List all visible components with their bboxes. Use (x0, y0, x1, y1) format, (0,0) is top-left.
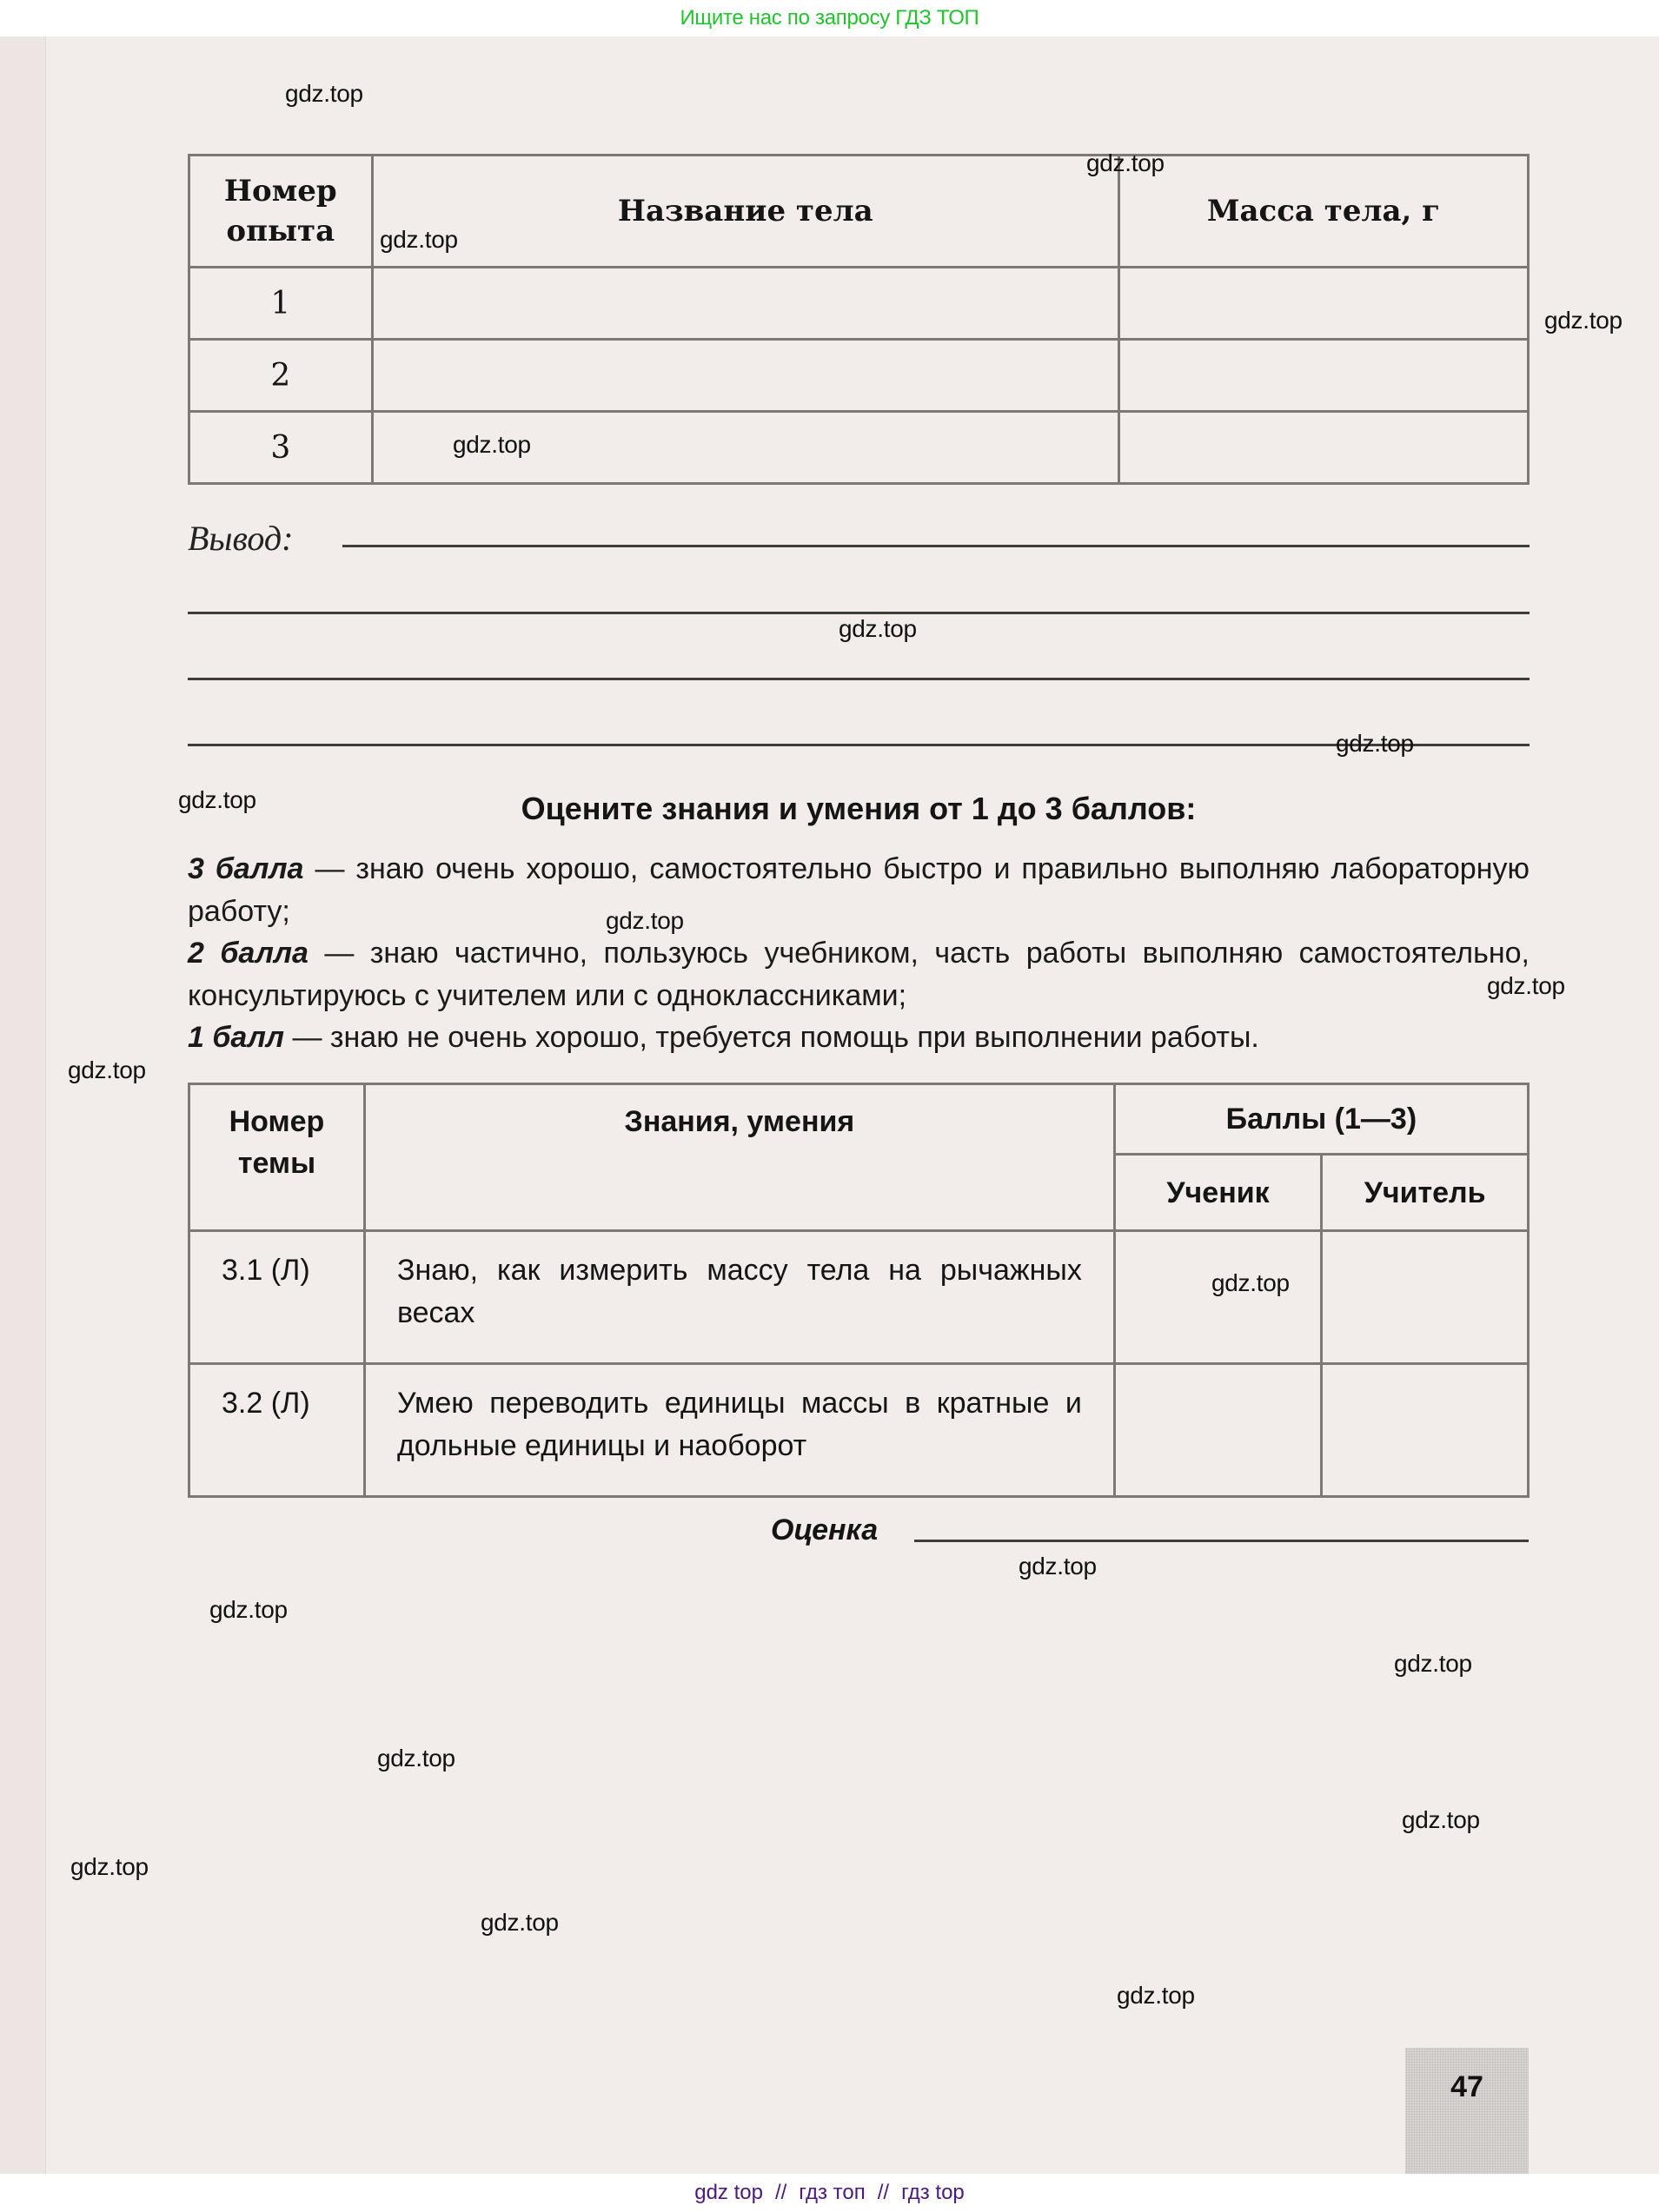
footer-separator: // (877, 2181, 890, 2204)
criterion-score: 2 балла (188, 937, 309, 970)
table-header-row (189, 156, 1529, 268)
watermark: gdz.top (68, 1056, 146, 1083)
body-name-cell[interactable] (372, 340, 1118, 412)
footer-separator: // (774, 2181, 787, 2204)
experiment-number: 2 (189, 340, 373, 412)
watermark: gdz.top (70, 1853, 149, 1880)
criterion-3 (188, 848, 1530, 932)
skill-description: Знаю, как измерить массу тела на рычажных весах (364, 1231, 1114, 1364)
conclusion-line-3[interactable] (188, 678, 1530, 680)
student-score-cell[interactable] (1114, 1231, 1321, 1364)
skills-table (188, 1083, 1530, 1498)
header-student: Ученик (1114, 1155, 1321, 1231)
table-row (189, 340, 1529, 412)
assessment-title: Оцените знания и умения от 1 до 3 баллов: (521, 791, 1197, 826)
table-header-row (189, 1084, 1529, 1155)
grade-label: Оценка (771, 1513, 879, 1546)
watermark: gdz.top (1019, 1553, 1097, 1580)
page-binding-edge (0, 36, 46, 2174)
skill-description: Умею переводить единицы массы в кратные и дольные единицы и наоборот (364, 1364, 1114, 1497)
criterion-score: 3 балла (188, 852, 304, 885)
table-row (189, 268, 1529, 340)
body-mass-cell[interactable] (1118, 340, 1528, 412)
assessment-criteria (188, 848, 1530, 1059)
header-scores: Баллы (1—3) (1114, 1084, 1528, 1155)
table-row (189, 412, 1529, 484)
topic-number: 3.1 (Л) (189, 1231, 365, 1364)
search-hint-link[interactable]: Ищите нас по запросу ГДЗ ТОП (680, 6, 979, 30)
body-name-cell[interactable] (372, 268, 1118, 340)
page-number: 47 (1450, 2070, 1483, 2103)
teacher-score-cell[interactable] (1322, 1231, 1529, 1364)
student-score-cell[interactable] (1114, 1364, 1321, 1497)
watermark: gdz.top (606, 907, 684, 934)
header-experiment-number: Номер опыта (189, 156, 373, 268)
watermark: gdz.top (1394, 1650, 1472, 1677)
conclusion-line-2[interactable] (188, 612, 1530, 614)
watermark: gdz.top (178, 786, 256, 813)
watermark: gdz.top (209, 1596, 288, 1623)
criterion-score: 1 балл (188, 1021, 285, 1054)
watermark: gdz.top (1402, 1806, 1480, 1833)
body-mass-cell[interactable] (1118, 268, 1528, 340)
criterion-1 (188, 1017, 1530, 1059)
watermark: gdz.top (1086, 149, 1165, 176)
teacher-score-cell[interactable] (1322, 1364, 1529, 1497)
conclusion-line-1[interactable] (342, 545, 1530, 547)
header-skills: Знания, умения (364, 1084, 1114, 1231)
criterion-text: — знаю не очень хорошо, требуется помощь при выполнении работы. (292, 1021, 1259, 1054)
bottom-banner (0, 2174, 1659, 2212)
watermark: gdz.top (453, 431, 531, 458)
top-banner (0, 0, 1659, 36)
grade-line[interactable] (914, 1540, 1529, 1542)
table-row (189, 1364, 1529, 1497)
header-body-mass: Масса тела, г (1118, 156, 1528, 268)
criterion-text: — знаю частично, пользуюсь учебником, часть работы выполняю самостоятельно, консультируюсь с учителем или с одноклассниками; (188, 937, 1530, 1012)
table-row (189, 1231, 1529, 1364)
body-name-cell[interactable] (372, 412, 1118, 484)
watermark: gdz.top (1211, 1269, 1290, 1296)
conclusion-line-4[interactable] (188, 744, 1530, 746)
watermark: gdz.top (839, 615, 917, 642)
topic-number: 3.2 (Л) (189, 1364, 365, 1497)
footer-link-gdz-top-ru[interactable]: гдз топ (799, 2181, 866, 2204)
experiment-number: 1 (189, 268, 373, 340)
footer-link-gdz-top[interactable]: gdz top (694, 2181, 763, 2204)
watermark: gdz.top (285, 80, 363, 107)
header-body-name: Название тела (372, 156, 1118, 268)
watermark: gdz.top (1487, 972, 1565, 999)
conclusion-label: Вывод: (188, 519, 294, 558)
experiment-number: 3 (189, 412, 373, 484)
footer-link-gdz-top-mixed[interactable]: гдз top (901, 2181, 965, 2204)
watermark: gdz.top (1117, 1982, 1195, 2009)
experiment-table (188, 154, 1530, 485)
header-topic-number: Номер темы (189, 1084, 365, 1231)
watermark: gdz.top (1544, 307, 1623, 334)
criterion-2 (188, 932, 1530, 1017)
watermark: gdz.top (481, 1909, 559, 1936)
watermark: gdz.top (380, 226, 458, 253)
header-teacher: Учитель (1322, 1155, 1529, 1231)
watermark: gdz.top (1336, 730, 1414, 757)
page-number-box (1405, 2048, 1529, 2174)
watermark: gdz.top (377, 1745, 455, 1772)
criterion-text: — знаю очень хорошо, самостоятельно быстро и правильно выполняю лабораторную работу; (188, 852, 1530, 928)
body-mass-cell[interactable] (1118, 412, 1528, 484)
